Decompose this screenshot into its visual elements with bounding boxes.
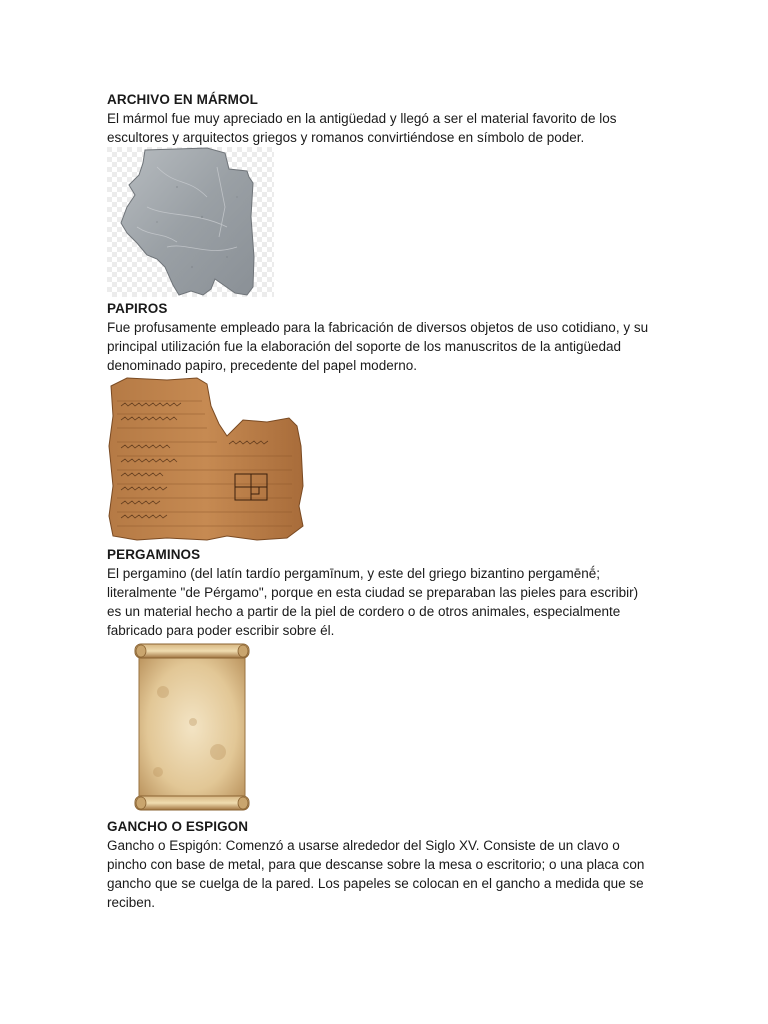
section-body: El pergamino (del latín tardío pergamīnum, y este del griego bizantino pergamēnḗ; literalmente "de Pérgamo", porque en esta ciudad se preparaban las pieles para escribir) es un material hecho a partir de la piel de cordero o de otros animales, especialmente fabricado para poder escribir sobre él. [107, 566, 639, 638]
section-papiros [107, 300, 667, 375]
section-heading: PAPIROS [107, 301, 168, 316]
marble-slab-image [107, 147, 274, 297]
section-body: El mármol fue muy apreciado en la antigüedad y llegó a ser el material favorito de los escultores y arquitectos griegos y romanos convirtiéndose en símbolo de poder. [107, 111, 617, 145]
papyrus-fragment-image [107, 376, 307, 542]
section-body: Fue profusamente empleado para la fabricación de diversos objetos de uso cotidiano, y su principal utilización fue la elaboración del soporte de los manuscritos de la antigüedad denominado papiro, precedente del papel moderno. [107, 320, 649, 373]
section-gancho [107, 818, 667, 912]
section-heading: PERGAMINOS [107, 547, 201, 562]
section-heading: GANCHO O ESPIGON [107, 819, 249, 834]
section-body: Gancho o Espigón: Comenzó a usarse alrededor del Siglo XV. Consiste de un clavo o pincho con base de metal, para que descanse sobre la mesa o escritorio; o una placa con gancho que se cuelga de la pared. Los papeles se colocan en el gancho a medida que se reciben. [107, 838, 645, 910]
section-marmol [107, 91, 667, 147]
parchment-scroll-image [133, 642, 251, 812]
section-heading: ARCHIVO EN MÁRMOL [107, 92, 258, 107]
section-pergaminos [107, 546, 667, 640]
